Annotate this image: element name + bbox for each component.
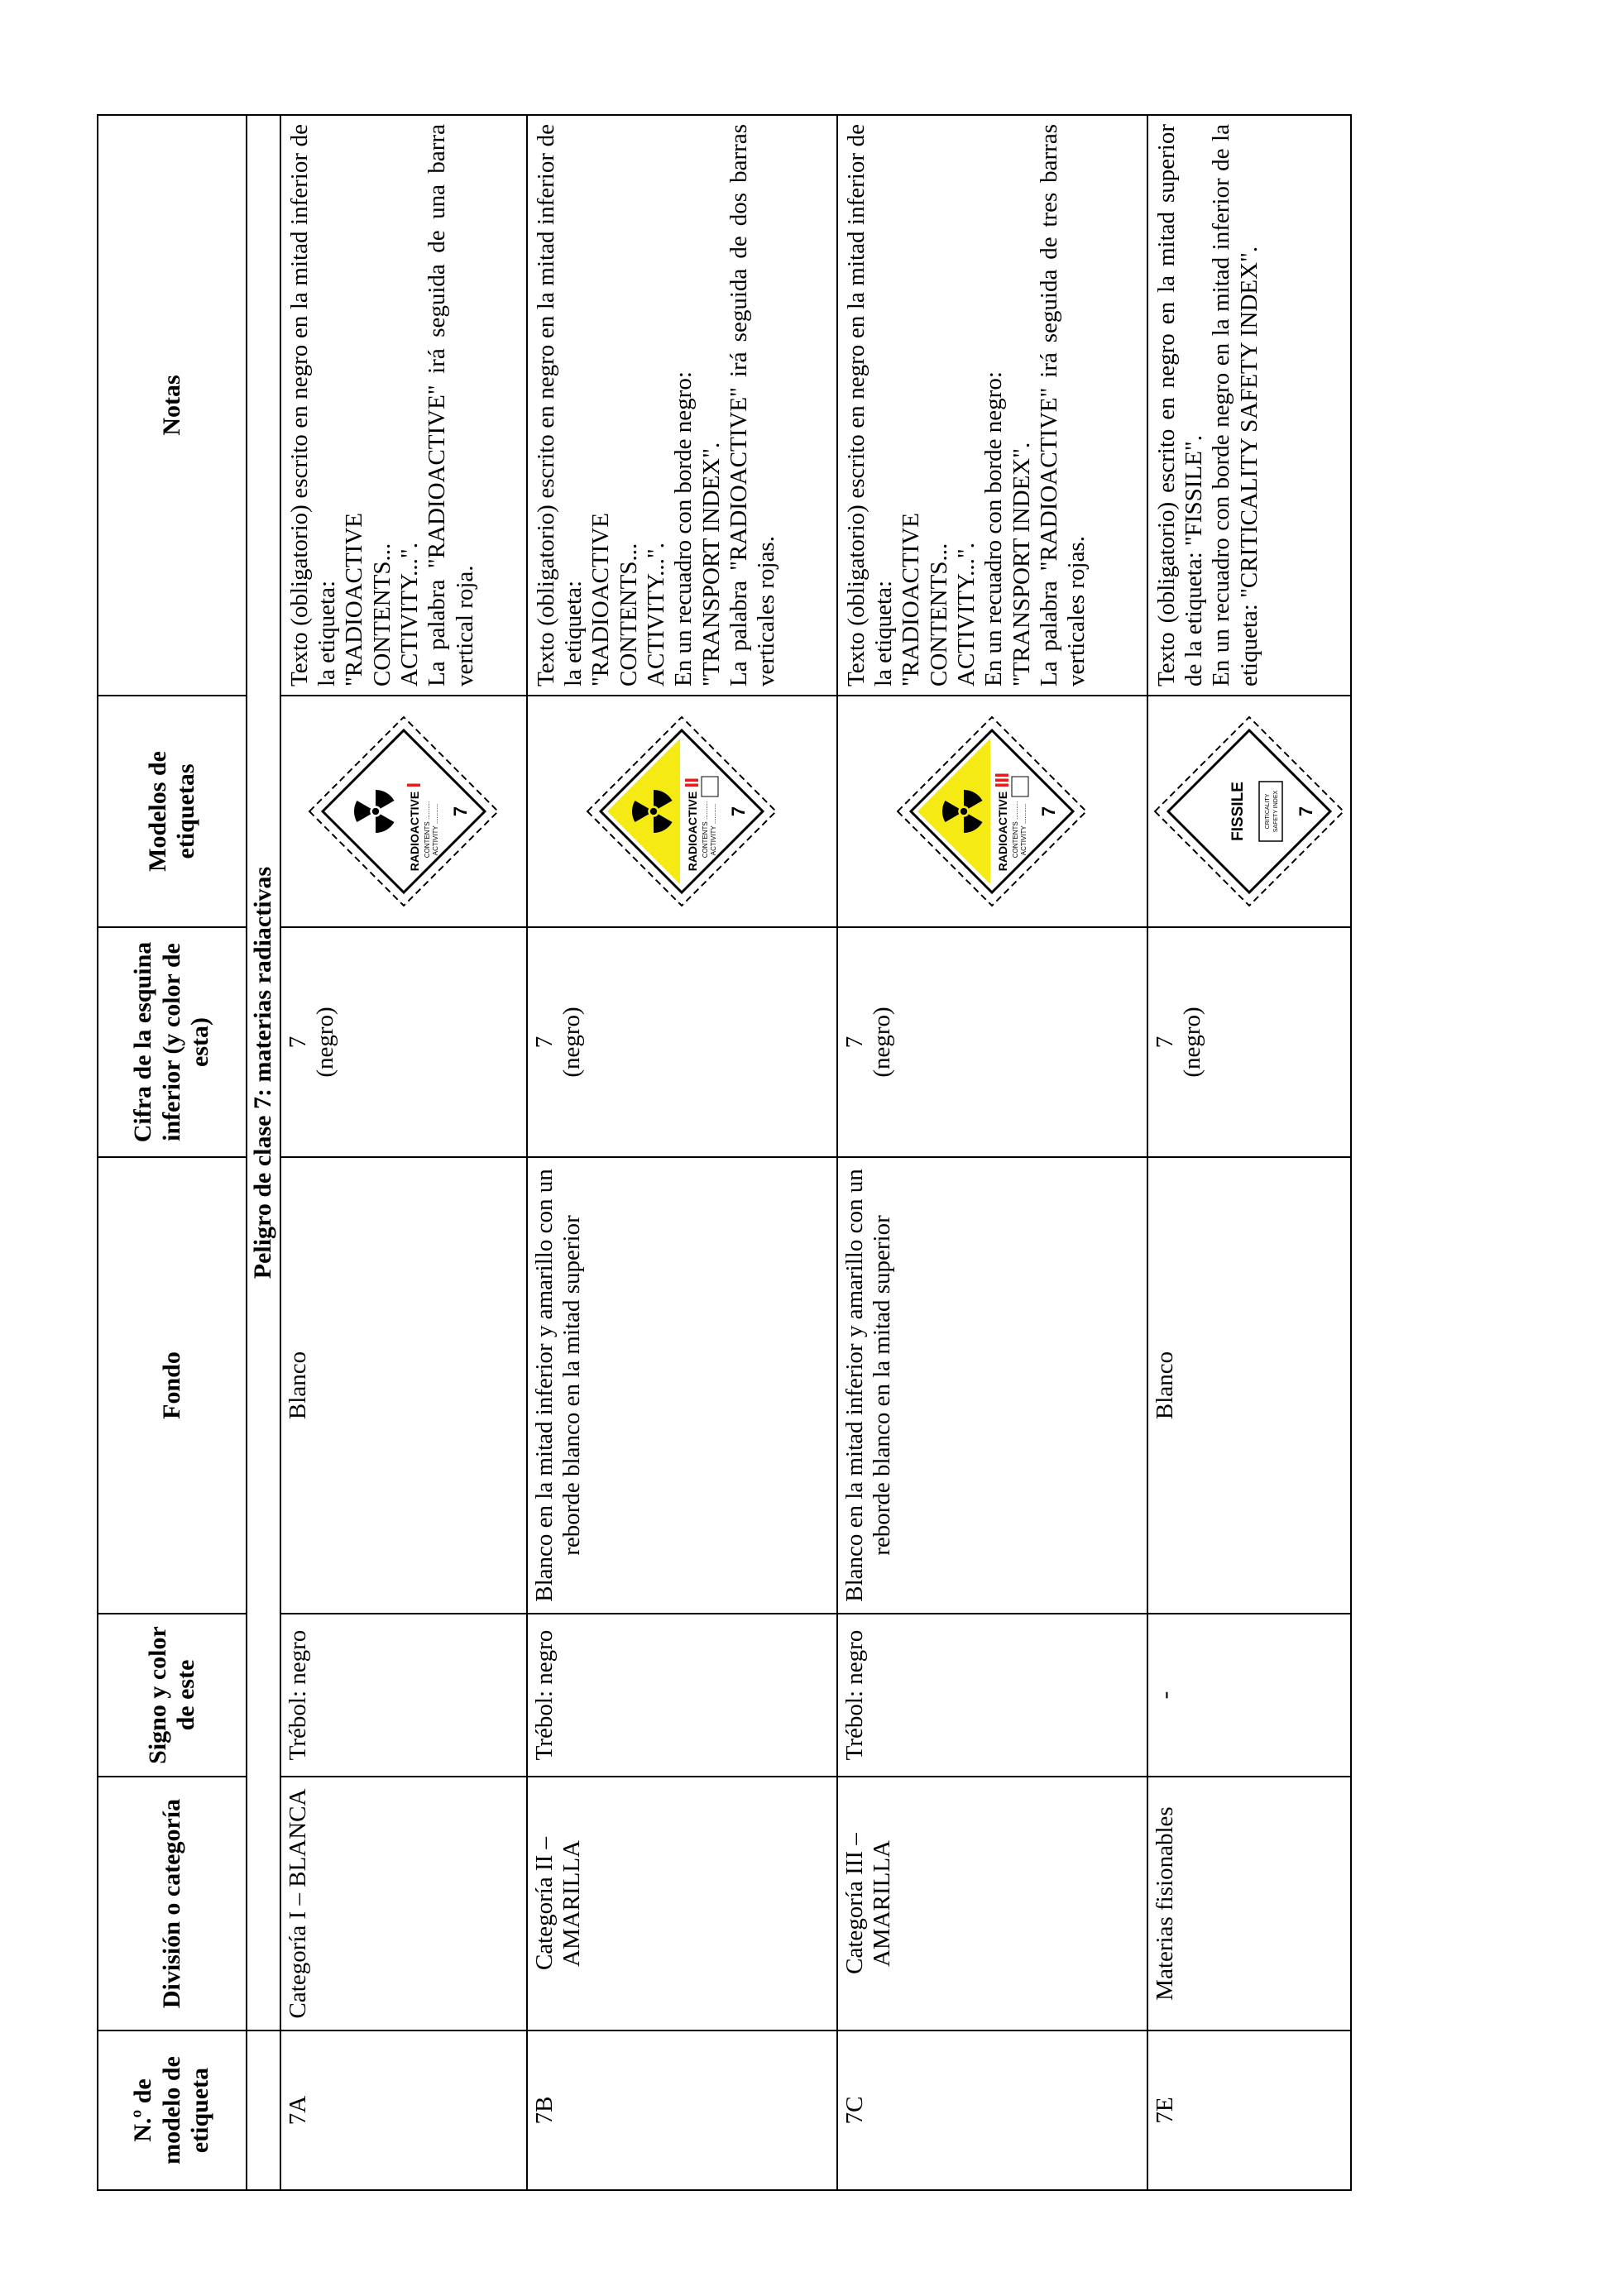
note-line: La palabra "RADIOACTIVE" irá seguida de dos barras verticales rojas. <box>725 124 780 686</box>
symbol: Trébol: negro <box>280 1614 527 1777</box>
note-line: CONTENTS... <box>925 543 952 686</box>
label-digit: 7 <box>1038 806 1059 817</box>
figure <box>1147 927 1351 1157</box>
figure <box>837 927 1147 1157</box>
red-bar <box>685 784 698 787</box>
note-line: La palabra "RADIOACTIVE" irá seguida de una barra vertical roja. <box>424 124 478 686</box>
header-symbol: Signo y color de este <box>98 1614 247 1777</box>
notes <box>837 115 1147 696</box>
transport-index-box <box>702 777 718 796</box>
note-line: Texto (obligatorio) escrito en negro en la mitad superior de la etiqueta: "FISSILE". <box>1152 124 1207 686</box>
model-no: 7A <box>280 2031 527 2190</box>
table-row <box>280 115 527 2190</box>
division: Materias fisionables <box>1147 1777 1351 2031</box>
red-bar <box>995 779 1008 782</box>
figure-color: (negro) <box>558 1007 585 1078</box>
label-7b-image <box>582 712 781 911</box>
notes <box>1147 115 1351 696</box>
figure <box>527 927 837 1157</box>
label-small-text: CONTENTS .......... <box>1012 801 1019 859</box>
division: Categoría III – AMARILLA <box>837 1777 1147 2031</box>
label-digit: 7 <box>449 806 471 817</box>
symbol: Trébol: negro <box>527 1614 837 1777</box>
figure-number: 7 <box>284 1036 311 1049</box>
model-no: 7C <box>837 2031 1147 2190</box>
note-line: CONTENTS... <box>615 543 642 686</box>
rotated-page <box>97 116 1330 2191</box>
note-line: En un recuadro con borde negro: <box>670 371 697 686</box>
background: Blanco en la mitad inferior y amarillo con un reborde blanco en la mitad superior <box>527 1157 837 1614</box>
header-model-no: N.º de modelo de etiqueta <box>98 2031 247 2190</box>
red-bar <box>995 774 1008 777</box>
label-small-text: CONTENTS .......... <box>423 801 431 859</box>
note-line: En un recuadro con borde negro: <box>980 371 1008 686</box>
note-line: "RADIOACTIVE <box>587 513 615 686</box>
background: Blanco <box>1147 1157 1351 1614</box>
division: Categoría I – BLANCA <box>280 1777 527 2031</box>
background: Blanco en la mitad inferior y amarillo con un reborde blanco en la mitad superior <box>837 1157 1147 1614</box>
note-line: "TRANSPORT INDEX". <box>1008 442 1035 686</box>
background: Blanco <box>280 1157 527 1614</box>
csi-text-line: SAFETY INDEX <box>1272 790 1279 833</box>
radioactive-label-text: RADIOACTIVE <box>407 791 421 872</box>
note-line: ACTIVITY...". <box>642 542 669 686</box>
figure-number: 7 <box>530 1036 558 1049</box>
notes <box>527 115 837 696</box>
division: Categoría II – AMARILLA <box>527 1777 837 2031</box>
header-division: División o categoría <box>98 1777 247 2031</box>
label-small-text: ACTIVITY ........... <box>431 803 439 856</box>
note-line: ACTIVITY...". <box>952 542 980 686</box>
red-bar <box>407 784 420 787</box>
note-line: "TRANSPORT INDEX". <box>697 442 725 686</box>
note-line: En un recuadro con borde negro en la mitad inferior de la etiqueta: "CRITICALITY SAFETY INDEX". <box>1208 124 1262 686</box>
section-gap <box>247 2031 280 2190</box>
model-no: 7B <box>527 2031 837 2190</box>
label-model <box>837 696 1147 927</box>
label-7c-image <box>893 712 1091 911</box>
csi-text-line: CRITICALITY <box>1264 793 1271 830</box>
note-line: Texto (obligatorio) escrito en negro en la mitad inferior de la etiqueta: <box>285 124 340 686</box>
label-7a-image <box>304 712 503 911</box>
notes <box>280 115 527 696</box>
label-small-text: ACTIVITY ........... <box>710 803 717 856</box>
section-title: Peligro de clase 7: materias radiactivas <box>247 115 280 2031</box>
note-line: "RADIOACTIVE <box>898 513 925 686</box>
figure-number: 7 <box>1151 1036 1178 1049</box>
label-small-text: ACTIVITY ........... <box>1020 803 1028 856</box>
transport-index-box <box>1012 777 1028 796</box>
table-row <box>837 115 1147 2190</box>
figure <box>280 927 527 1157</box>
header-notes: Notas <box>98 115 247 696</box>
label-model <box>527 696 837 927</box>
radioactive-label-text: RADIOACTIVE <box>996 791 1009 872</box>
header-background: Fondo <box>98 1157 247 1614</box>
note-line: Texto (obligatorio) escrito en negro en la mitad inferior de la etiqueta: <box>532 124 587 686</box>
radioactive-label-text: RADIOACTIVE <box>686 791 699 872</box>
note-line: Texto (obligatorio) escrito en negro en la mitad inferior de la etiqueta: <box>842 124 897 686</box>
note-line: La palabra "RADIOACTIVE" irá seguida de tres barras verticales rojas. <box>1035 124 1090 686</box>
figure-color: (negro) <box>1178 1007 1205 1078</box>
note-line: ACTIVITY...". <box>395 542 423 686</box>
symbol: Trébol: negro <box>837 1614 1147 1777</box>
figure-color: (negro) <box>311 1007 338 1078</box>
header-figure: Cifra de la esquina inferior (y color de esta) <box>98 927 247 1157</box>
symbol: - <box>1147 1614 1351 1777</box>
label-model <box>1147 696 1351 927</box>
red-bar <box>685 779 698 782</box>
label-7e-image <box>1150 712 1349 911</box>
figure-number: 7 <box>841 1036 868 1049</box>
figure-color: (negro) <box>868 1007 895 1078</box>
header-models: Modelos de etiquetas <box>98 696 247 927</box>
label-model <box>280 696 527 927</box>
labels-table <box>97 114 1352 2191</box>
note-line: "RADIOACTIVE <box>341 513 368 686</box>
fissile-label-text: FISSILE <box>1229 782 1247 841</box>
label-digit: 7 <box>728 806 749 817</box>
red-bar <box>995 784 1008 787</box>
table-row <box>1147 115 1351 2190</box>
table-row <box>527 115 837 2190</box>
note-line: CONTENTS... <box>368 543 395 686</box>
label-small-text: CONTENTS .......... <box>702 801 709 859</box>
label-digit: 7 <box>1295 806 1316 817</box>
model-no: 7E <box>1147 2031 1351 2190</box>
